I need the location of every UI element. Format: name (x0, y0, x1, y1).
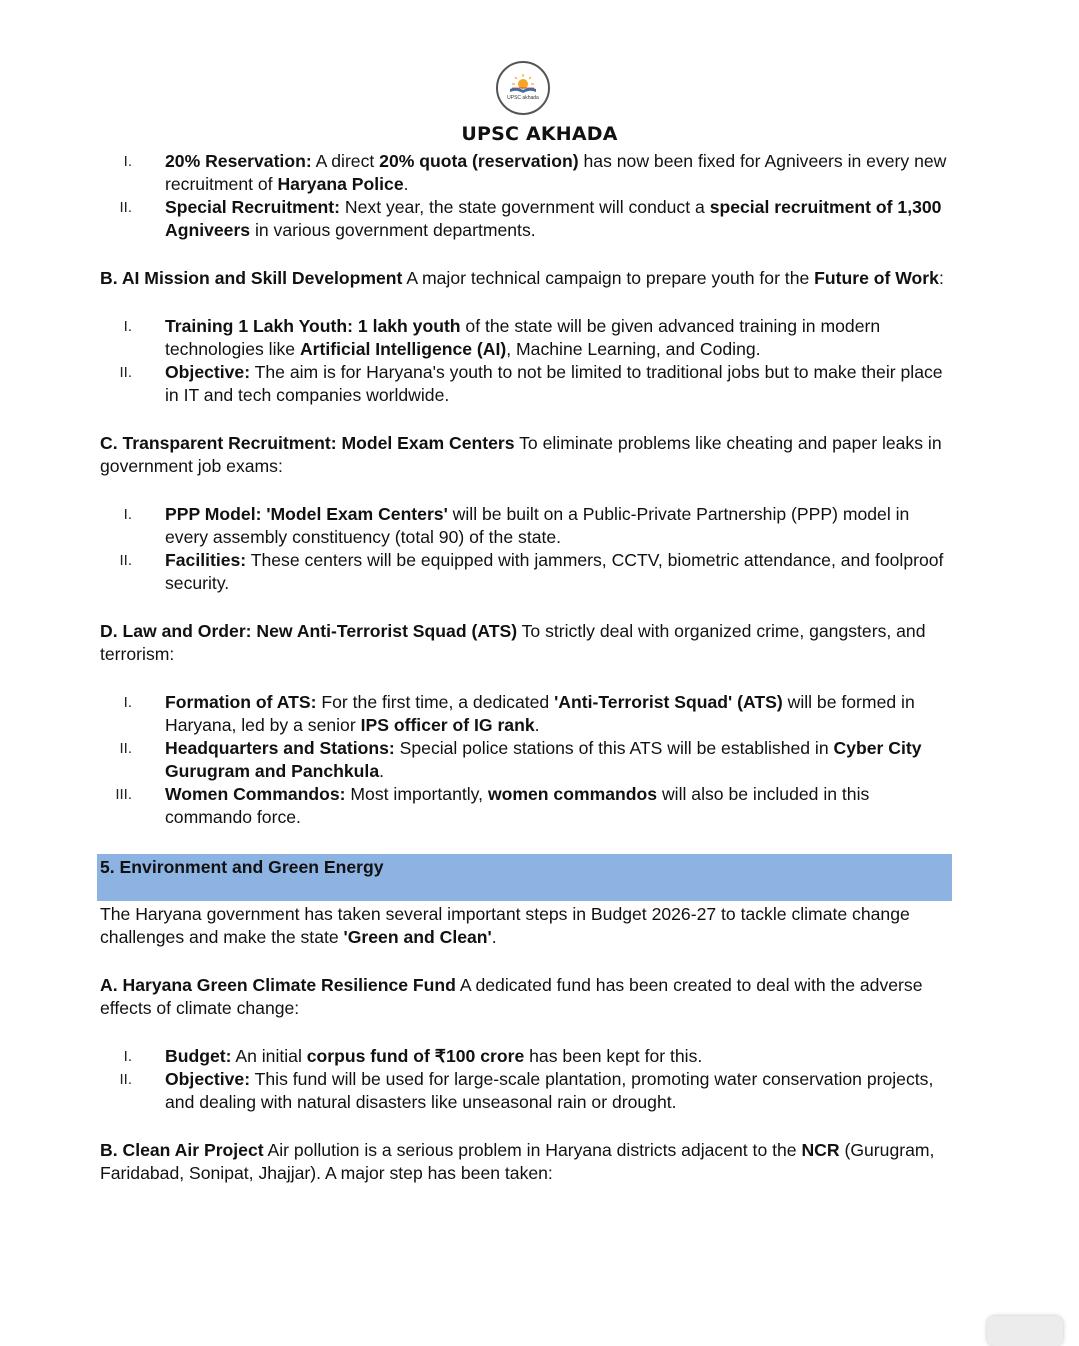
list-item (100, 783, 950, 829)
text: These centers will be equipped with jammers, CCTV, biometric attendance, and foolproof security. (165, 550, 944, 593)
bold-text: Women Commandos: (165, 784, 346, 804)
list-item (100, 503, 950, 549)
roman-numeral: II. (119, 740, 132, 757)
bold-text: D. Law and Order: New Anti-Terrorist Squad (ATS) (100, 621, 518, 641)
bold-text: Future of Work (814, 268, 939, 288)
text: in various government departments. (250, 220, 536, 240)
bold-text: NCR (801, 1140, 840, 1160)
roman-numeral: I. (123, 694, 132, 711)
text: , Machine Learning, and Coding. (506, 339, 761, 359)
list-item (100, 549, 950, 595)
upsc-akhada-logo (496, 61, 550, 115)
floating-widget[interactable] (987, 1316, 1063, 1346)
bold-text: PPP Model: 'Model Exam Centers' (165, 504, 448, 524)
list-item (100, 1045, 950, 1068)
exam-centers-intro (100, 432, 950, 478)
logo-text: UPSC akhada (507, 95, 539, 101)
text: For the first time, a dedicated (316, 692, 555, 712)
bold-text: IPS officer of IG rank (360, 715, 535, 735)
clean-air-intro (100, 1139, 950, 1185)
roman-numeral: II. (119, 552, 132, 569)
text: (Gurugram, Faridabad, Sonipat, Jhajjar). A major step has been taken: (100, 1140, 935, 1183)
roman-numeral: II. (119, 1071, 132, 1088)
roman-numeral: I. (123, 506, 132, 523)
bold-text: women commandos (487, 784, 658, 804)
bold-text: 20% Reservation: (165, 151, 312, 171)
roman-numeral: I. (123, 318, 132, 335)
list-item (100, 1068, 950, 1114)
text: will also be included in this commando force. (165, 784, 870, 827)
text: To strictly deal with organized crime, gangsters, and terrorism: (100, 621, 926, 664)
bold-text: Special Recruitment: (165, 197, 341, 217)
roman-numeral: III. (115, 786, 132, 803)
bold-text: 20% quota (reservation) (379, 151, 579, 171)
text: . (491, 927, 497, 947)
text: A direct (311, 151, 380, 171)
list-item (100, 691, 950, 737)
text: This fund will be used for large-scale plantation, promoting water conservation projects, and dealing with natural disasters like unseasonal rain or drought. (165, 1069, 934, 1112)
text: . (379, 761, 384, 781)
bold-text: Formation of ATS: (165, 692, 317, 712)
text: Air pollution is a serious problem in Haryana districts adjacent to the (263, 1140, 802, 1160)
bold-text: Haryana Police (277, 174, 404, 194)
text: To eliminate problems like cheating and paper leaks in government job exams: (100, 433, 942, 476)
bold-text: B. Clean Air Project (100, 1140, 264, 1160)
list-item (100, 361, 950, 407)
roman-numeral: I. (123, 1048, 132, 1065)
text: . (534, 715, 540, 735)
text: An initial (231, 1046, 307, 1066)
list-item (100, 737, 950, 783)
text: A major technical campaign to prepare youth for the (402, 268, 815, 288)
text: . (403, 174, 409, 194)
bold-text: Facilities: (165, 550, 247, 570)
roman-numeral: II. (119, 199, 132, 216)
ai-mission-list (100, 315, 950, 407)
bold-text: Objective: (165, 362, 251, 382)
text: The Haryana government has taken several important steps in Budget 2026-27 to tackle climate change challenges and make the state (100, 904, 910, 947)
text: has been kept for this. (524, 1046, 703, 1066)
bold-text: 'Green and Clean' (343, 927, 492, 947)
list-item (100, 315, 950, 361)
text: Most importantly, (345, 784, 488, 804)
exam-centers-list (100, 503, 950, 595)
bold-text: 'Anti-Terrorist Squad' (ATS) (554, 692, 783, 712)
text: Next year, the state government will conduct a (340, 197, 710, 217)
ai-mission-intro (100, 267, 950, 290)
text: of the state will be given advanced training in modern technologies like (165, 316, 881, 359)
bold-text: B. AI Mission and Skill Development (100, 268, 403, 288)
bold-text: Cyber City Gurugram and Panchkula (165, 738, 922, 781)
section-heading-band (97, 854, 952, 901)
bold-text: special recruitment of 1,300 Agniveers (165, 197, 942, 240)
list-item (100, 196, 950, 242)
ats-intro (100, 620, 950, 666)
text: : (938, 268, 944, 288)
section5-heading: 5. Environment and Green Energy (100, 857, 384, 877)
roman-numeral: I. (123, 153, 132, 170)
bold-text: C. Transparent Recruitment: Model Exam Centers (100, 433, 515, 453)
bold-text: Objective: (165, 1069, 251, 1089)
document-body (100, 150, 950, 1185)
climate-fund-intro (100, 974, 950, 1020)
text: Special police stations of this ATS will be established in (394, 738, 834, 758)
sun-book-icon (498, 63, 548, 113)
text: The aim is for Haryana's youth to not be limited to traditional jobs but to make their place in IT and tech companies worldwide. (165, 362, 943, 405)
roman-numeral: II. (119, 364, 132, 381)
bold-text: A. Haryana Green Climate Resilience Fund (100, 975, 456, 995)
text: will be built on a Public-Private Partnership (PPP) model in every assembly constituency (total 90) of the state. (165, 504, 910, 547)
bold-text: Training 1 Lakh Youth: 1 lakh youth (165, 316, 461, 336)
agniveer-list (100, 150, 950, 242)
bold-text: corpus fund of ₹100 crore (306, 1046, 525, 1066)
text: has now been fixed for Agniveers in every new recruitment of (165, 151, 947, 194)
list-item (100, 150, 950, 196)
bold-text: Artificial Intelligence (AI) (299, 339, 507, 359)
ats-list (100, 691, 950, 829)
brand-title: UPSC AKHADA (461, 123, 618, 145)
bold-text: Budget: (165, 1046, 232, 1066)
section5-intro (100, 903, 950, 949)
text: A dedicated fund has been created to deal with the adverse effects of climate change: (100, 975, 923, 1018)
climate-fund-list (100, 1045, 950, 1114)
text: will be formed in Haryana, led by a senior (165, 692, 915, 735)
bold-text: Headquarters and Stations: (165, 738, 395, 758)
